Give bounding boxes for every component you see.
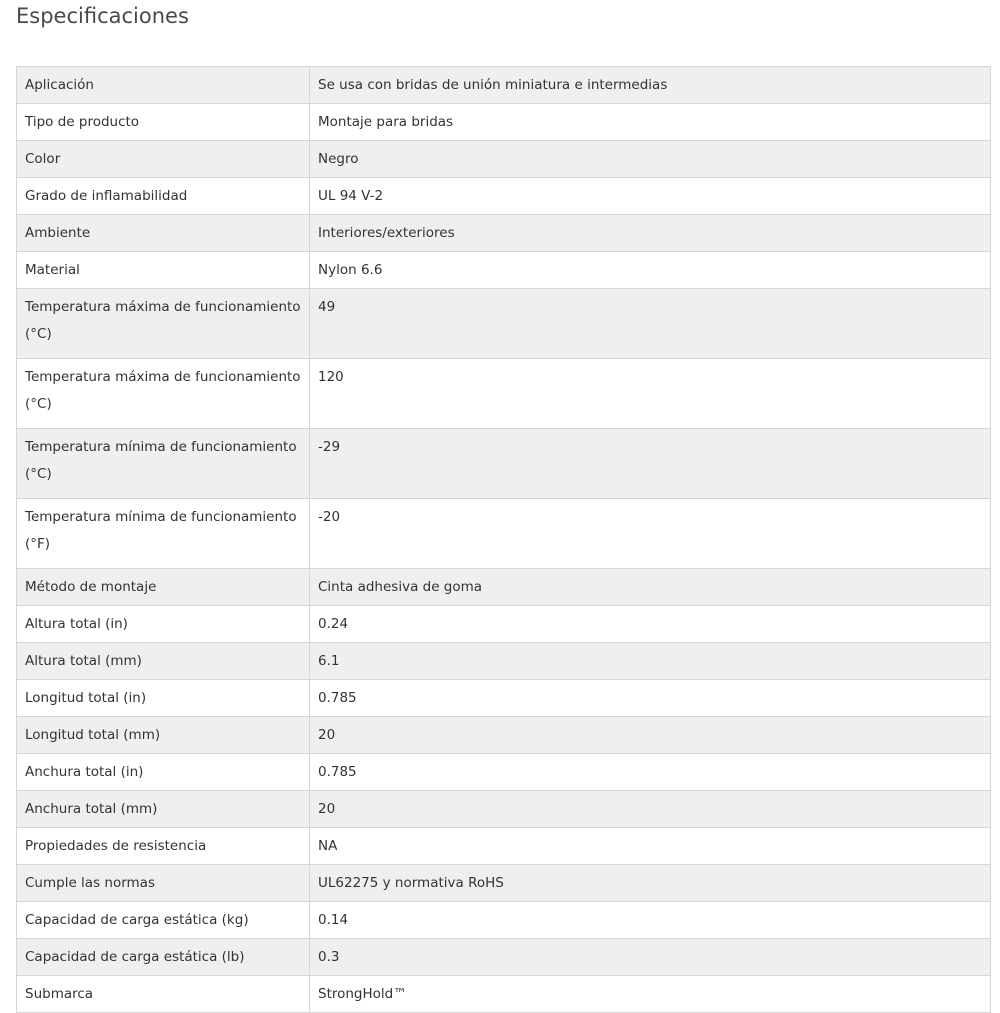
table-row [17,359,991,429]
spec-label: Temperatura mínima de funcionamiento (°C) [17,429,310,499]
table-row [17,499,991,569]
spec-label: Cumple las normas [17,865,310,902]
table-row [17,289,991,359]
spec-value: Negro [310,141,991,178]
spec-value: -29 [310,429,991,499]
spec-label: Color [17,141,310,178]
spec-label: Material [17,252,310,289]
spec-value: Nylon 6.6 [310,252,991,289]
specifications-table [16,66,991,1013]
spec-label: Anchura total (in) [17,754,310,791]
spec-label: Propiedades de resistencia [17,828,310,865]
spec-label: Longitud total (mm) [17,717,310,754]
spec-value: UL 94 V-2 [310,178,991,215]
spec-value: 0.14 [310,902,991,939]
table-row [17,939,991,976]
table-row [17,643,991,680]
spec-label: Longitud total (in) [17,680,310,717]
spec-value: StrongHold™ [310,976,991,1013]
spec-value: 20 [310,791,991,828]
table-row [17,429,991,499]
table-row [17,754,991,791]
spec-label: Método de montaje [17,569,310,606]
spec-value: 0.785 [310,680,991,717]
table-row [17,791,991,828]
spec-label: Aplicación [17,67,310,104]
table-row [17,680,991,717]
spec-value: -20 [310,499,991,569]
table-row [17,215,991,252]
table-row [17,828,991,865]
spec-label: Ambiente [17,215,310,252]
spec-label: Altura total (mm) [17,643,310,680]
spec-value: 0.24 [310,606,991,643]
spec-label: Submarca [17,976,310,1013]
table-row [17,252,991,289]
table-row [17,717,991,754]
spec-label: Tipo de producto [17,104,310,141]
table-row [17,976,991,1013]
spec-value: 120 [310,359,991,429]
spec-label: Temperatura mínima de funcionamiento (°F) [17,499,310,569]
table-row [17,865,991,902]
spec-value: UL62275 y normativa RoHS [310,865,991,902]
table-row [17,902,991,939]
spec-value: Montaje para bridas [310,104,991,141]
spec-label: Altura total (in) [17,606,310,643]
spec-label: Temperatura máxima de funcionamiento (°C) [17,289,310,359]
table-row [17,569,991,606]
spec-value: Cinta adhesiva de goma [310,569,991,606]
spec-label: Capacidad de carga estática (lb) [17,939,310,976]
spec-value: Interiores/exteriores [310,215,991,252]
spec-value: 20 [310,717,991,754]
table-row [17,67,991,104]
spec-label: Capacidad de carga estática (kg) [17,902,310,939]
spec-value: 6.1 [310,643,991,680]
spec-value: NA [310,828,991,865]
spec-label: Grado de inflamabilidad [17,178,310,215]
page-title: Especificaciones [16,4,189,28]
spec-value: 0.3 [310,939,991,976]
table-row [17,104,991,141]
spec-value: 49 [310,289,991,359]
spec-label: Temperatura máxima de funcionamiento (°C) [17,359,310,429]
spec-value: 0.785 [310,754,991,791]
spec-label: Anchura total (mm) [17,791,310,828]
table-row [17,141,991,178]
table-row [17,178,991,215]
table-row [17,606,991,643]
spec-value: Se usa con bridas de unión miniatura e intermedias [310,67,991,104]
